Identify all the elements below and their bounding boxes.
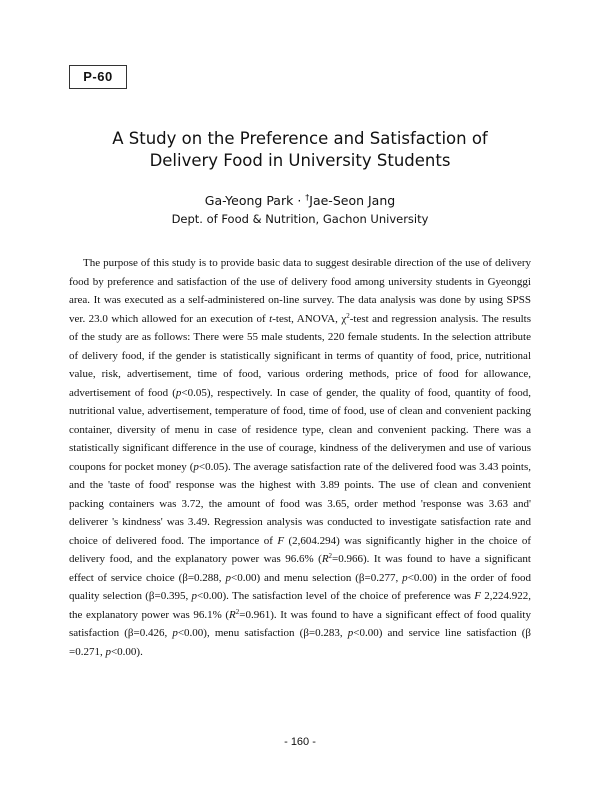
poster-id-label: P-60 <box>69 65 127 89</box>
corresponding-author-mark: † <box>305 193 310 202</box>
author-list <box>0 190 600 209</box>
author-2: Jae-Seon Jang <box>309 193 396 208</box>
paper-title <box>0 128 600 172</box>
author-1: Ga-Yeong Park <box>204 193 294 208</box>
title-line-1: A Study on the Preference and Satisfaction of <box>112 129 488 148</box>
page-number: - 160 - <box>284 736 316 748</box>
title-line-2: Delivery Food in University Students <box>149 151 451 170</box>
abstract-body: The purpose of this study is to provide basic data to suggest desirable direction of the use of delivery food by preference and satisfaction of the use of delivery food among university students in Gyeonggi area. It was executed as a self-administered on-line survey. The data analysis was done by using SPSS ver. 23.0 which allowed for an execution of t-test, ANOVA, $\chi^2$-test and regression analysis. The results of the study are as follows: There were 55 male students, 220 female students. In the selection attribute of delivery food, if the gender is statistically significant in terms of quantity of food, price, nutritional value, risk, advertisement, time of food, various ordering methods, price of food for allowance, advertisement of food (p<0.05), respectively. In case of gender, the quality of food, quantity of food, nutritional value, advertisement, temperature of food, time of food, use of clean and convenient packing container, diversity of menu in case of residence type, clean and convenient packing. There was a statistically significant difference in the use of courage, kindness of the deliverymen and use of various coupons for pocket money (p<0.05). The average satisfaction rate of the delivered food was 3.43 points, and the 'taste of food' response was the highest with 3.89 points. The use of clean and convenient packing containers was 3.72, the amount of food was 3.65, order method 'response was 3.63 and' deliverer 's kindness' was 3.49. Regression analysis was conducted to investigate satisfaction rate and choice of delivered food. The importance of F (2,604.294) was significantly higher in the choice of delivery food, and the explanatory power was 96.6% $(R^2=0.966)$. It was found to have a significant effect of service choice (β=0.288, p<0.00) and menu selection (β=0.277, p<0.00) in the order of food quality selection (β=0.395, p<0.00). The satisfaction level of the choice of preference was F 2,224.922, the explanatory power was 96.1% $(R^2=0.961)$. It was found to have a significant effect of food quality satisfaction (β=0.426, p<0.00), menu satisfaction (β=0.283, p<0.00) and service line satisfaction (β =0.271, p<0.00). <box>69 257 532 658</box>
affiliation: Dept. of Food & Nutrition, Gachon University <box>171 212 429 226</box>
author-separator: · <box>293 193 306 208</box>
